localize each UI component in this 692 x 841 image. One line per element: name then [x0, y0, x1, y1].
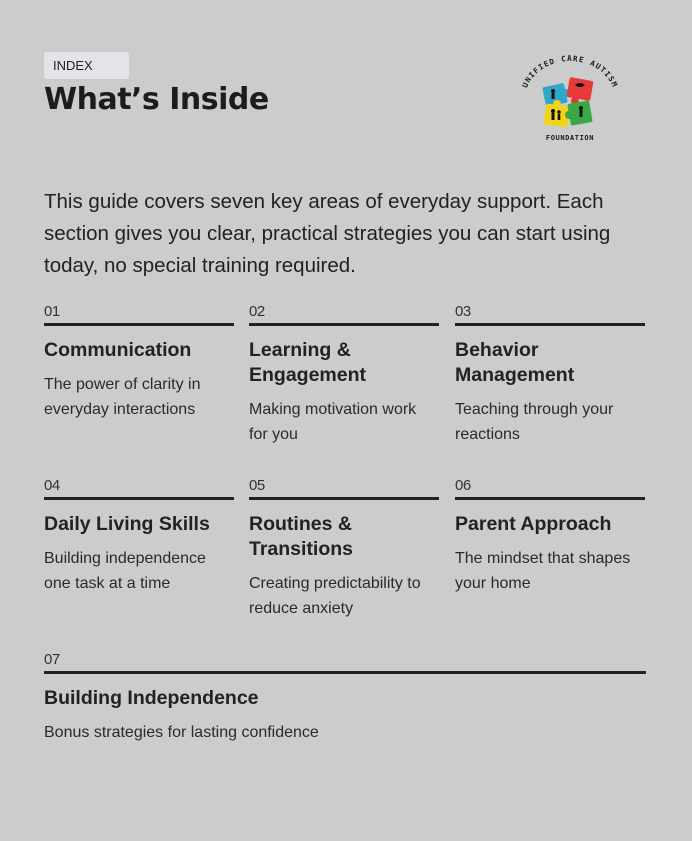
index-badge: INDEX	[44, 52, 129, 79]
section-title: Learning & Engagement	[249, 339, 367, 386]
section-title: Daily Living Skills	[44, 513, 210, 535]
section-divider	[455, 497, 645, 500]
section-description: Creating predictability to reduce anxiety	[249, 575, 421, 617]
section-description: The mindset that shapes your home	[455, 550, 631, 592]
section-divider	[44, 497, 234, 500]
section-title: Communication	[44, 339, 192, 361]
section-divider	[455, 323, 645, 326]
section-building-independence	[44, 650, 646, 745]
section-number: 04	[44, 477, 60, 494]
section-number: 07	[44, 651, 60, 668]
section-communication	[44, 302, 234, 422]
section-number: 06	[455, 477, 471, 494]
section-title: Behavior Management	[455, 339, 575, 386]
section-number: 03	[455, 303, 471, 320]
section-number: 01	[44, 303, 60, 320]
section-number: 05	[249, 477, 265, 494]
section-description: Building independence one task at a time	[44, 550, 206, 592]
section-title: Building Independence	[44, 687, 259, 709]
logo-bottom-text: FOUNDATION	[545, 134, 595, 142]
page-title: What’s Inside	[44, 82, 269, 117]
section-behavior-management	[455, 302, 645, 447]
section-divider	[44, 323, 234, 326]
section-description: Bonus strategies for lasting confidence	[44, 724, 319, 741]
section-routines-transitions	[249, 476, 439, 621]
section-title: Parent Approach	[455, 513, 612, 535]
section-description: The power of clarity in everyday interactions	[44, 376, 201, 418]
section-description: Teaching through your reactions	[455, 401, 614, 443]
section-divider	[249, 323, 439, 326]
section-daily-living-skills	[44, 476, 234, 596]
puzzle-icon	[542, 77, 593, 127]
section-title: Routines & Transitions	[249, 513, 354, 560]
section-description: Making motivation work for you	[249, 401, 417, 443]
section-parent-approach	[455, 476, 645, 596]
section-divider	[249, 497, 439, 500]
section-divider	[44, 671, 646, 674]
logo-top-text: UNIFIED CARE AUTISM	[520, 55, 620, 90]
section-learning-engagement	[249, 302, 439, 447]
section-number: 02	[249, 303, 265, 320]
intro-paragraph: This guide covers seven key areas of everyday support. Each section gives you clear, practical strategies you can start using today, no special training required.	[44, 190, 611, 277]
foundation-logo	[515, 55, 625, 147]
